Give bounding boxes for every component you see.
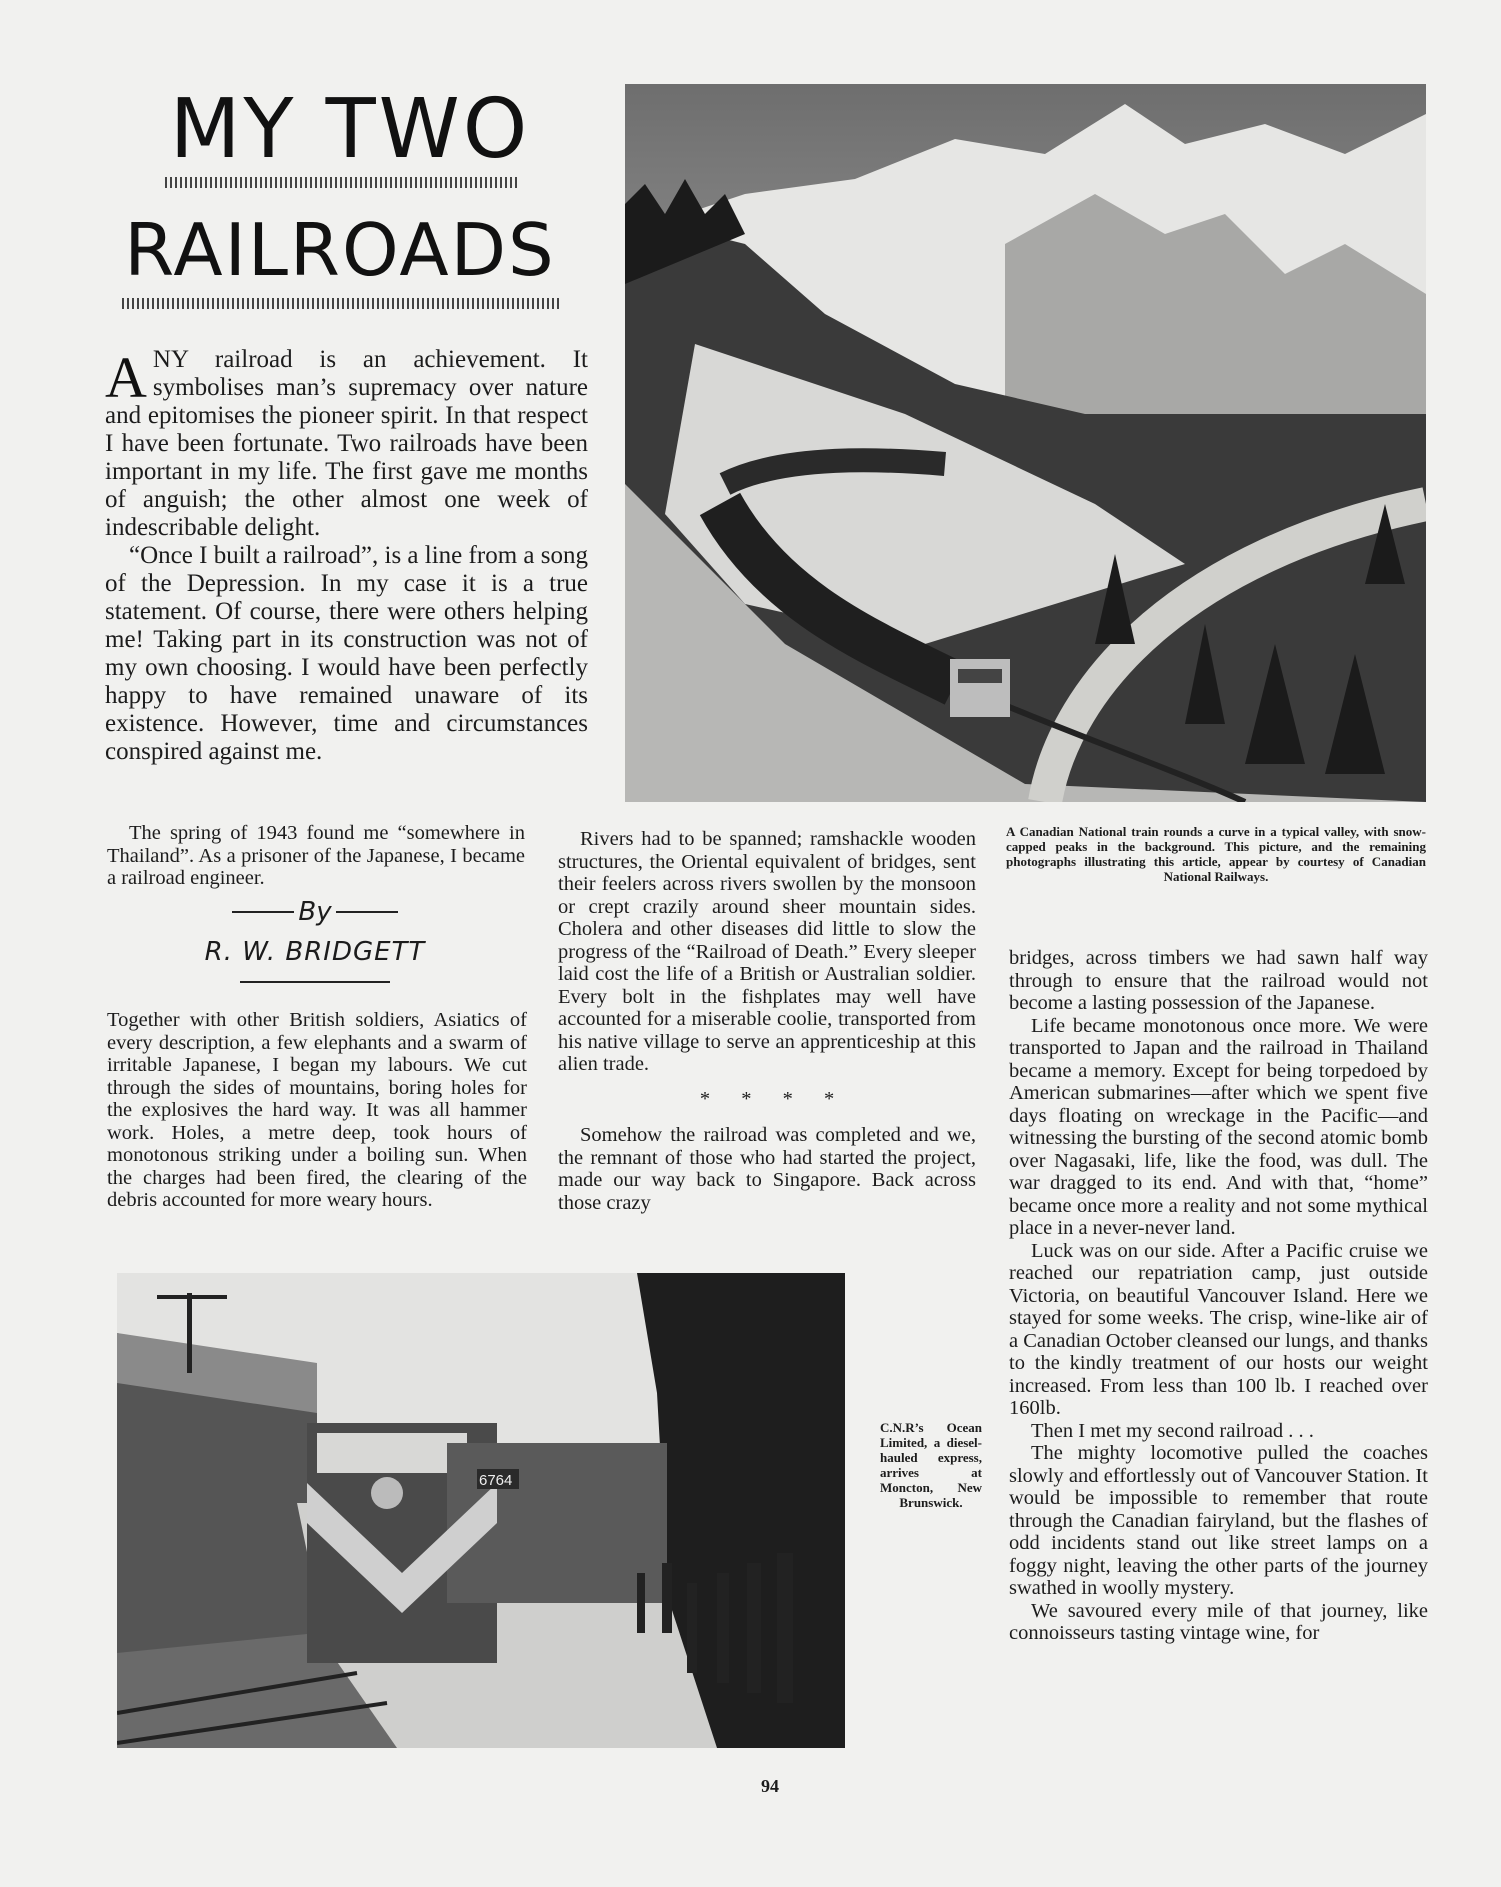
drop-cap: A bbox=[105, 345, 147, 410]
column-2 bbox=[558, 828, 976, 1214]
title-line-2: RAILROADS bbox=[124, 208, 556, 292]
col3-paragraph-1: bridges, across timbers we had sawn half way through to ensure that the railroad would not become a lasting possession of the Japanese. bbox=[1009, 947, 1428, 1014]
byline-by: By bbox=[298, 897, 332, 927]
col3-paragraph-6: We savoured every mile of that journey, like connoisseurs tasting vintage wine, for bbox=[1009, 1599, 1428, 1644]
col3-paragraph-2: Life became monotonous once more. We were transported to Japan and the railroad in Thailand became a memory. Except for being torpedoed by American submarines—after which we spent five days floating on wreckage in the Pacific—and witnessing the bursting of the second atomic bomb over Nagasaki, life, like the food, was dull. The war dragged to its end. And with that, “home” became once more a reality and not some mythical place in a never-never land. bbox=[1009, 1014, 1428, 1239]
col3-paragraph-4: Then I met my second railroad . . . bbox=[1031, 1419, 1314, 1442]
top-photo-caption: A Canadian National train rounds a curve in a typical valley, with snow-capped peaks in the background. This picture, and the remaining photographs illustrating this article, appear by courtesy of Canadian National Railways. bbox=[1006, 824, 1426, 884]
col2-paragraph-1: Rivers had to be spanned; ramshackle wooden structures, the Oriental equivalent of bridges, sent their feelers across rivers swollen by the monsoon or crept crazily around sheer mountain sides. Cholera and other diseases did little to slow the progress of the “Railroad of Death.” Every sleeper laid cost the life of a British or Australian soldier. Every bolt in the fishplates may well have accounted for a miserable coolie, transported from his native village to serve an apprenticeship at this alien trade. bbox=[558, 828, 976, 1075]
page-number: 94 bbox=[761, 1776, 779, 1796]
byline-rule-left bbox=[232, 911, 294, 913]
column-3 bbox=[1009, 947, 1428, 1645]
title-line-1: MY TWO bbox=[169, 82, 531, 177]
title-rule-2 bbox=[122, 298, 562, 309]
col1-paragraph-2: Together with other British soldiers, Asiatics of every description, a few elephants and a swarm of irritable Japanese, I began my labours. We cut through the sides of mountains, boring holes for the explosives the hard way. It was all hammer work. Holes, a metre deep, took hours of monotonous striking under a boiling sun. When the charges had been fired, the clearing of the debris accounted for more weary hours. bbox=[107, 1009, 527, 1211]
byline-rule-bottom bbox=[240, 981, 390, 983]
bottom-photo-caption: C.N.R’s Ocean Limited, a diesel-hauled express, arrives at Moncton, New Brunswick. bbox=[880, 1420, 982, 1510]
locomotive-number: 6764 bbox=[479, 1472, 513, 1489]
column-1-intro bbox=[107, 822, 525, 890]
lead-paragraph-2: “Once I built a railroad”, is a line from a song of the Depression. In my case it is a true statement. Of course, there were others helping me! Taking part in its construction was not of my own choosing. I would have been perfectly happy to have remained unaware of its existence. However, time and circumstances conspired against me. bbox=[105, 542, 588, 765]
col1-paragraph-1: The spring of 1943 found me “somewhere in Thailand”. As a prisoner of the Japanese, I became a railroad engineer. bbox=[107, 822, 525, 889]
section-separator: * * * * bbox=[699, 1087, 835, 1110]
lead-text bbox=[105, 346, 588, 766]
byline-author: R. W. BRIDGETT bbox=[204, 937, 426, 967]
col3-paragraph-5: The mighty locomotive pulled the coaches slowly and effortlessly out of Vancouver Station. It would be impossible to remember that route through the Canadian fairyland, but the flashes of odd incidents stand out like street lamps on a foggy night, leaving the other parts of the journey swathed in woolly mystery. bbox=[1009, 1442, 1428, 1599]
col2-paragraph-2: Somehow the railroad was completed and we, the remnant of those who had started the project, made our way back to Singapore. Back across those crazy bbox=[558, 1124, 976, 1214]
title-rule-1 bbox=[165, 177, 520, 188]
byline bbox=[190, 897, 440, 983]
mountain-train-photo bbox=[625, 84, 1426, 802]
station-train-photo bbox=[117, 1273, 845, 1748]
lead-paragraph-1: ANY railroad is an achievement. It symbolises man’s supremacy over nature and epitomises the pioneer spirit. In that respect I have been fortunate. Two railroads have been important in my life. The first gave me months of anguish; the other almost one week of indescribable delight. bbox=[105, 345, 588, 541]
col3-paragraph-3: Luck was on our side. After a Pacific cruise we reached our repatriation camp, just outside Victoria, on beautiful Vancouver Island. Here we stayed for some weeks. The crisp, wine-like air of a Canadian October cleansed our lungs, and thanks to the kindly treatment of our hosts our weight increased. From less than 100 lb. I reached over 160lb. bbox=[1009, 1239, 1428, 1419]
byline-rule-right bbox=[336, 911, 398, 913]
column-1-body bbox=[107, 1009, 527, 1212]
